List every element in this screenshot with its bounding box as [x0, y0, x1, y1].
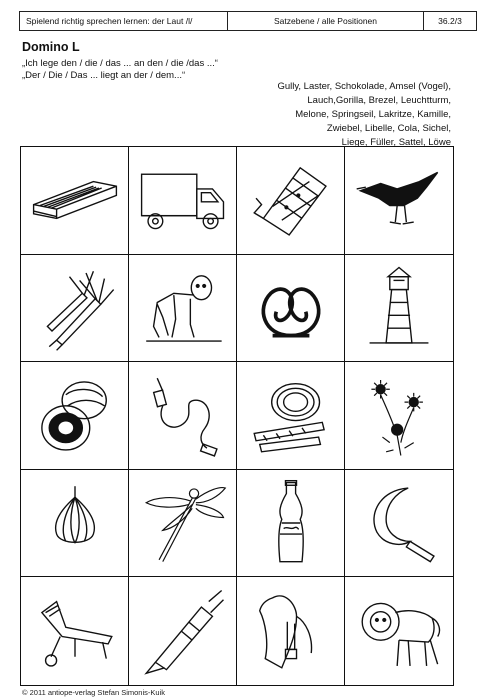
word-list	[191, 80, 451, 150]
melon-icon	[29, 369, 121, 461]
truck-icon	[137, 154, 229, 246]
gorilla-icon	[137, 262, 229, 354]
fountain-pen-icon	[137, 585, 229, 677]
worksheet-header	[19, 11, 477, 31]
chamomile-icon	[353, 369, 445, 461]
header-page-number: 36.2/3	[438, 16, 462, 26]
domino-cell	[21, 470, 129, 578]
licorice-icon	[245, 369, 337, 461]
domino-cell	[21, 362, 129, 470]
word-line-3: Melone, Springseil, Lakritze, Kamille,	[295, 109, 451, 120]
blackbird-icon	[353, 154, 445, 246]
domino-cell	[21, 577, 129, 685]
instructions	[22, 58, 218, 82]
domino-cell	[345, 470, 453, 578]
domino-cell	[129, 470, 237, 578]
domino-cell	[237, 147, 345, 255]
chocolate-icon	[245, 154, 337, 246]
sickle-icon	[353, 477, 445, 569]
header-level: Satzebene / alle Positionen	[228, 12, 424, 30]
lounger-icon	[29, 585, 121, 677]
domino-cell	[129, 147, 237, 255]
jump-rope-icon	[137, 369, 229, 461]
page-title: Domino L	[22, 40, 80, 54]
domino-cell	[129, 255, 237, 363]
domino-cell	[237, 362, 345, 470]
word-line-4: Zwiebel, Libelle, Cola, Sichel,	[326, 123, 451, 134]
dragonfly-icon	[137, 477, 229, 569]
word-line-1: Gully, Laster, Schokolade, Amsel (Vogel),	[277, 81, 451, 92]
gully-icon	[29, 154, 121, 246]
onion-icon	[29, 477, 121, 569]
header-series-title: Spielend richtig sprechen lernen: der Laut /l/	[20, 12, 228, 30]
domino-cell	[237, 255, 345, 363]
saddle-icon	[245, 585, 337, 677]
domino-cell	[237, 577, 345, 685]
word-line-5: Liege, Füller, Sattel, Löwe	[341, 137, 451, 148]
domino-cell	[129, 577, 237, 685]
copyright-footer: © 2011 antiope-verlag Stefan Simonis-Kuik	[22, 688, 165, 697]
domino-cell	[345, 362, 453, 470]
cola-bottle-icon	[245, 477, 337, 569]
domino-cell	[21, 255, 129, 363]
instruction-line-1: „Ich lege den / die / das ... an den / die /das ...“	[22, 58, 218, 69]
domino-cell	[21, 147, 129, 255]
lighthouse-icon	[353, 262, 445, 354]
domino-cell	[345, 255, 453, 363]
leek-icon	[29, 262, 121, 354]
domino-cell	[129, 362, 237, 470]
pretzel-icon	[245, 262, 337, 354]
domino-cell	[345, 577, 453, 685]
domino-cell	[237, 470, 345, 578]
instruction-line-2: „Der / Die / Das ... liegt an der / dem...“	[22, 70, 186, 81]
lion-icon	[353, 585, 445, 677]
domino-cell	[345, 147, 453, 255]
domino-grid	[20, 146, 454, 686]
word-line-2: Lauch,Gorilla, Brezel, Leuchtturm,	[307, 95, 451, 106]
